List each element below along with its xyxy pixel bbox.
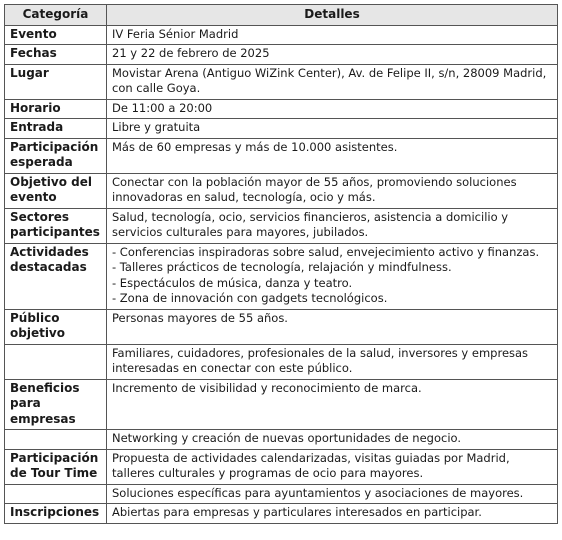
row-category: Objetivo del evento [5, 173, 107, 208]
row-category [5, 484, 107, 504]
table-row [5, 119, 558, 139]
row-category: Lugar [5, 64, 107, 99]
list-item: - Espectáculos de música, danza y teatro. [112, 275, 353, 290]
row-category: Actividades destacadas [5, 243, 107, 309]
row-category: Horario [5, 99, 107, 119]
row-details: Networking y creación de nuevas oportunidades de negocio. [107, 430, 558, 450]
table-row [5, 25, 558, 45]
table-row [5, 45, 558, 65]
table-row [5, 484, 558, 504]
table-row [5, 379, 558, 430]
table-row [5, 173, 558, 208]
row-category [5, 344, 107, 379]
row-details: Soluciones específicas para ayuntamientos y asociaciones de mayores. [107, 484, 558, 504]
table-row [5, 99, 558, 119]
row-category [5, 430, 107, 450]
row-details: Conectar con la población mayor de 55 años, promoviendo soluciones innovadoras en salud, tecnología, ocio y más. [107, 173, 558, 208]
row-category: Evento [5, 25, 107, 45]
row-details: Familiares, cuidadores, profesionales de la salud, inversores y empresas interesadas en conectar con este público. [107, 344, 558, 379]
row-category: Participación esperada [5, 138, 107, 173]
row-details: Incremento de visibilidad y reconocimiento de marca. [107, 379, 558, 430]
table-row [5, 449, 558, 484]
list-item: - Zona de innovación con gadgets tecnológicos. [112, 291, 388, 305]
table-row [5, 504, 558, 524]
table-row [5, 208, 558, 243]
row-details-list [107, 243, 558, 309]
table-row [5, 138, 558, 173]
table-row [5, 64, 558, 99]
table-header-row [5, 5, 558, 26]
row-details: De 11:00 a 20:00 [107, 99, 558, 119]
row-details: Abiertas para empresas y particulares interesados en participar. [107, 504, 558, 524]
row-details: Libre y gratuita [107, 119, 558, 139]
row-details: Más de 60 empresas y más de 10.000 asistentes. [107, 138, 558, 173]
row-details: Propuesta de actividades calendarizadas, visitas guiadas por Madrid, talleres culturales y programas de ocio para mayores. [107, 449, 558, 484]
row-details: 21 y 22 de febrero de 2025 [107, 45, 558, 65]
row-category: Participación de Tour Time [5, 449, 107, 484]
table-row [5, 430, 558, 450]
row-details: Movistar Arena (Antiguo WiZink Center), Av. de Felipe II, s/n, 28009 Madrid, con calle Goya. [107, 64, 558, 99]
row-details: Salud, tecnología, ocio, servicios financieros, asistencia a domicilio y servicios culturales para mayores, jubilados. [107, 208, 558, 243]
list-item: - Talleres prácticos de tecnología, relajación y mindfulness. [112, 260, 452, 274]
header-details: Detalles [107, 5, 558, 26]
row-category: Inscripciones [5, 504, 107, 524]
row-details: Personas mayores de 55 años. [107, 309, 558, 344]
table-row [5, 243, 558, 309]
row-category: Público objetivo [5, 309, 107, 344]
info-table [4, 4, 558, 524]
list-item: - Conferencias inspiradoras sobre salud, envejecimiento activo y finanzas. [112, 244, 540, 259]
header-category: Categoría [5, 5, 107, 26]
row-category: Fechas [5, 45, 107, 65]
row-category: Beneficios para empresas [5, 379, 107, 430]
row-category: Entrada [5, 119, 107, 139]
table-row [5, 309, 558, 344]
row-category: Sectores participantes [5, 208, 107, 243]
row-details: IV Feria Sénior Madrid [107, 25, 558, 45]
table-row [5, 344, 558, 379]
